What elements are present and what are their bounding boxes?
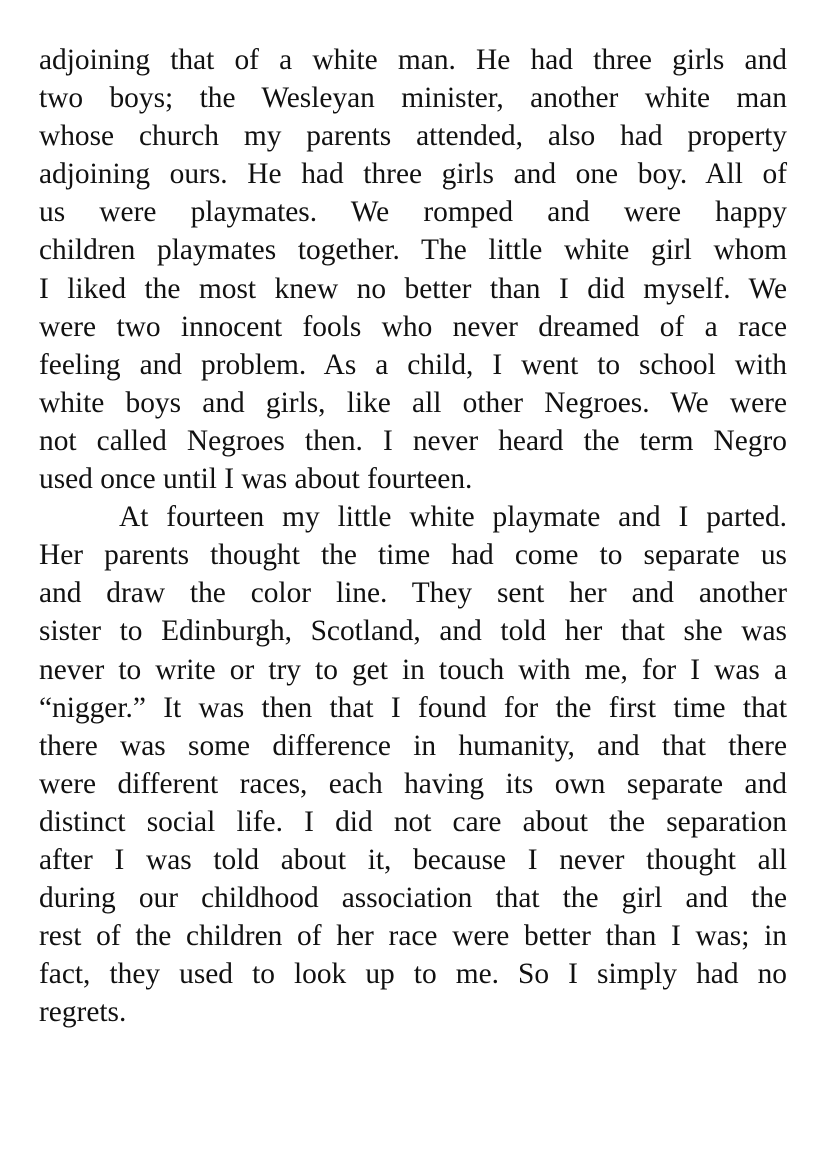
text-line: adjoining ours. He had three girls and one boy. All of (39, 158, 787, 191)
text-line: distinct social life. I did not care about the separation (39, 805, 787, 838)
text-line: never to write or try to get in touch with me, for I was a (39, 653, 787, 686)
text-line: fact, they used to look up to me. So I simply had no (39, 958, 787, 991)
text-line: whose church my parents attended, also had property (39, 120, 787, 153)
text-line: At fourteen my little white playmate and I parted. (119, 501, 787, 534)
text-line: “nigger.” It was then that I found for the first time that (39, 691, 787, 724)
text-line: I liked the most knew no better than I did myself. We (39, 272, 787, 305)
text-line: not called Negroes then. I never heard the term Negro (39, 424, 787, 457)
text-line: were different races, each having its own separate and (39, 767, 787, 800)
text-line: children playmates together. The little white girl whom (39, 234, 787, 267)
text-line: rest of the children of her race were better than I was; in (39, 920, 787, 953)
text-line: after I was told about it, because I never thought all (39, 843, 787, 876)
text-line: adjoining that of a white man. He had three girls and (39, 44, 787, 76)
body-text (39, 41, 787, 1031)
text-line: us were playmates. We romped and were happy (39, 196, 787, 229)
text-line: there was some difference in humanity, and that there (39, 729, 787, 762)
text-line: regrets. (39, 996, 127, 1029)
text-line: during our childhood association that the girl and the (39, 882, 787, 915)
text-line: used once until I was about fourteen. (39, 463, 473, 496)
text-line: Her parents thought the time had come to separate us (39, 539, 787, 572)
text-line: white boys and girls, like all other Negroes. We were (39, 386, 787, 419)
text-line: were two innocent fools who never dreamed of a race (39, 310, 787, 343)
text-line: and draw the color line. They sent her and another (39, 577, 787, 610)
text-line: feeling and problem. As a child, I went to school with (39, 348, 787, 381)
paragraph-1 (39, 41, 787, 498)
text-line: sister to Edinburgh, Scotland, and told her that she was (39, 615, 787, 648)
text-line: two boys; the Wesleyan minister, another white man (39, 82, 787, 115)
paragraph-2 (39, 498, 787, 1031)
